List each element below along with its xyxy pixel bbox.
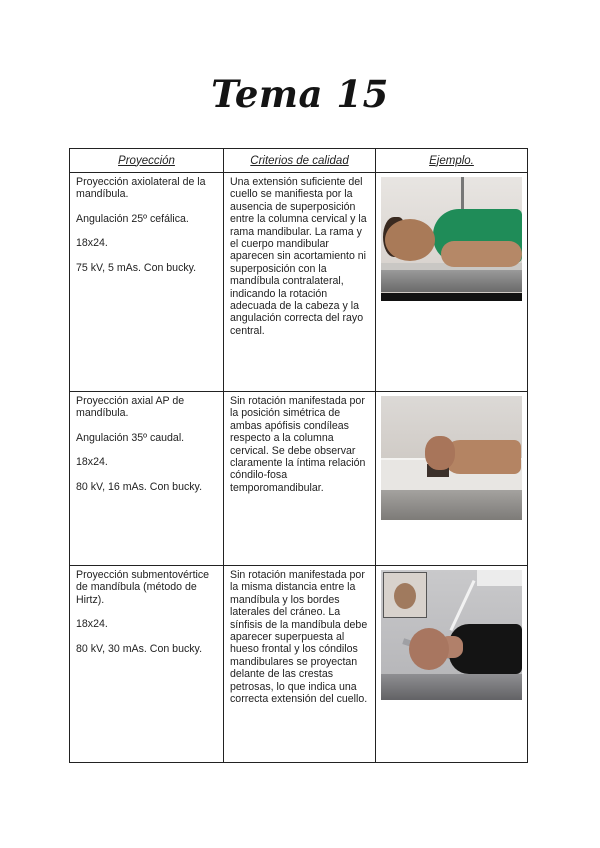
table-header-row <box>70 149 528 173</box>
projection-size: 18x24. <box>76 237 108 250</box>
header-projection: Proyección <box>70 149 224 173</box>
projection-cell <box>70 392 224 566</box>
header-criteria: Criterios de calidad <box>224 149 376 173</box>
criteria-cell: Sin rotación manifestada por la misma distancia entre la mandíbula y los bordes laterales del cráneo. La sínfisis de la mandíbula debe aparecer superpuesta al hueso frontal y los cóndilos mandibulares se proyectan delante de las crestas petrosas, lo que indica una correcta extensión del cuello. <box>224 566 376 763</box>
projection-technique: 80 kV, 30 mAs. Con bucky. <box>76 642 203 655</box>
patient-lateral-photo <box>381 177 522 301</box>
patient-supine-photo <box>381 396 522 520</box>
example-cell <box>376 392 528 566</box>
criteria-cell: Sin rotación manifestada por la posición simétrica de ambas apófisis condíleas respecto a la columna cervical. Se debe observar claramente la íntima relación cóndilo-fosa temporomandibular. <box>224 392 376 566</box>
criteria-cell: Una extensión suficiente del cuello se manifiesta por la ausencia de superposición entre la columna cervical y la rama mandibular. La rama y el cuerpo mandibular aparecen sin acortamiento ni superposición con la mandíbula contralateral, indicando la rotación adecuada de la cabeza y la angulación correcta del rayo central. <box>224 173 376 392</box>
projection-technique: 75 kV, 5 mAs. Con bucky. <box>76 261 197 274</box>
projection-cell <box>70 173 224 392</box>
projection-table <box>69 148 528 763</box>
projection-name: Proyección axial AP de mandíbula. <box>76 395 185 420</box>
projection-angle: Angulación 35º caudal. <box>76 431 185 444</box>
projection-size: 18x24. <box>76 618 108 631</box>
projection-cell <box>70 566 224 763</box>
projection-angle: Angulación 25º cefálica. <box>76 212 189 225</box>
table-row <box>70 566 528 763</box>
patient-submentovertex-photo <box>381 570 522 700</box>
projection-name: Proyección submentovértice de mandíbula (método de Hirtz). <box>76 569 210 606</box>
example-cell <box>376 566 528 763</box>
header-example: Ejemplo. <box>376 149 528 173</box>
example-cell <box>376 173 528 392</box>
projection-name: Proyección axiolateral de la mandíbula. <box>76 176 206 201</box>
projection-size: 18x24. <box>76 456 108 469</box>
projection-technique: 80 kV, 16 mAs. Con bucky. <box>76 480 203 493</box>
table-row <box>70 173 528 392</box>
table-row <box>70 392 528 566</box>
page-title: Tema 15 <box>211 72 389 116</box>
inset-photo <box>383 572 427 618</box>
